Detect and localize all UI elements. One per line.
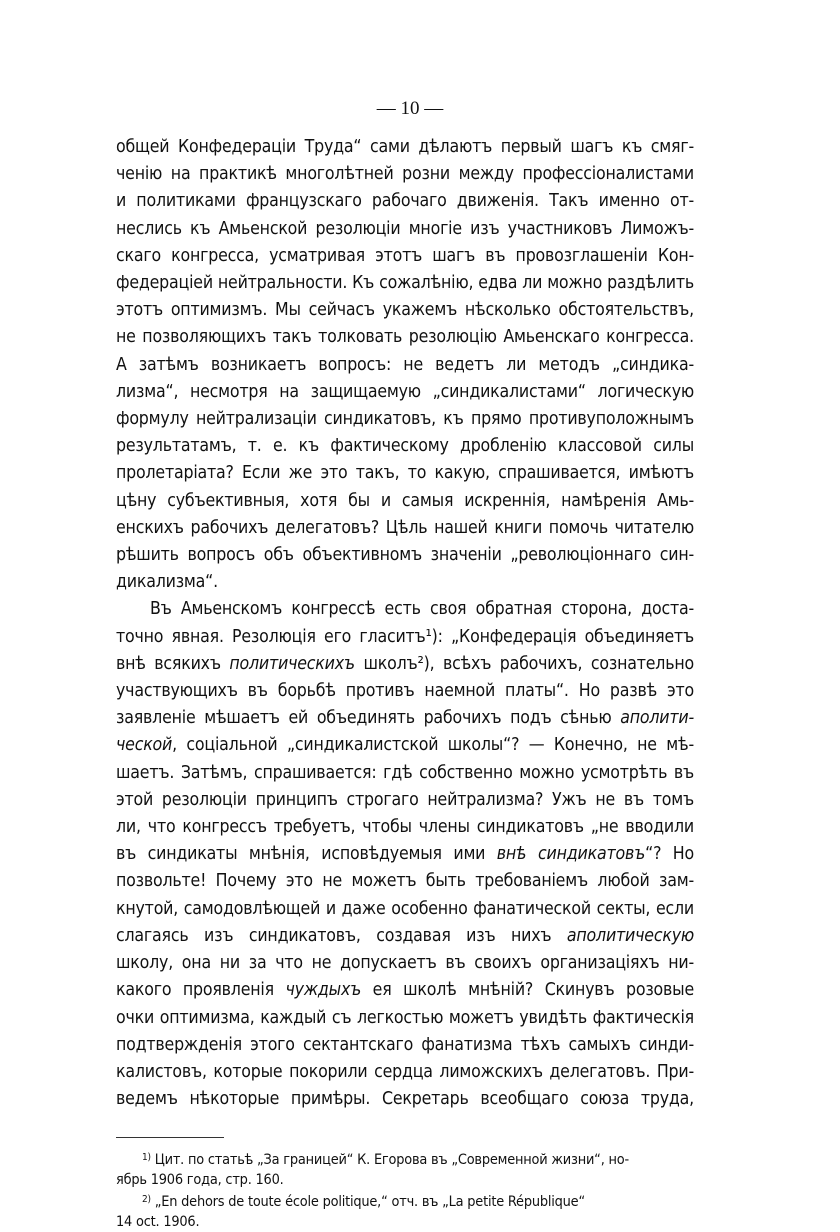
text-line: этой резолюціи принципъ строгаго нейтрализма? Ужъ не въ томъ [116,789,694,810]
text-line: и политиками французскаго рабочаго движенія. Такъ именно от- [116,191,694,212]
text-run: “? Но [645,844,694,865]
book-page [116,94,694,1232]
text-line: кнутой, самодовлѣющей и даже особенно фанатической секты, если [116,898,694,919]
text-line: подтвержденія этого сектантскаго фанатизма тѣхъ самыхъ синди- [116,1034,694,1055]
text-line: ченію на практикѣ многолѣтней розни между профессіоналистами [116,164,694,185]
text-run: слагаясь изъ синдикатовъ, создавая изъ нихъ [116,925,567,946]
text-line: ведемъ нѣкоторые примѣры. Секретарь всеобщаго союза труда, [116,1089,694,1110]
text-run: „En dehors de toute école politique,“ отч. въ „La petite République“ [150,1194,585,1211]
text-line: калистовъ, которые покорили сердца лиможскихъ делегатовъ. При- [116,1061,694,1082]
text-line [116,732,694,759]
text-line: результатамъ, т. е. къ фактическому дробленію классовой силы [116,436,694,457]
text-line: формулу нейтрализаціи синдикатовъ, къ прямо противуположнымъ [116,409,694,430]
text-line: ли, что конгрессъ требуетъ, чтобы члены синдикатовъ „не вводили [116,817,694,838]
text-line: А затѣмъ возникаетъ вопросъ: не ведетъ ли методъ „синдика- [116,354,694,375]
text-line: неслись къ Амьенской резолюціи многіе изъ участниковъ Лиможъ- [116,218,694,239]
footnote-1-line-1 [116,1148,694,1171]
page-number: — 10 — [376,98,444,119]
text-line: пролетаріата? Если же это такъ, то какую, спрашивается, имѣютъ [116,463,694,484]
text-run: заявленіе мѣшаетъ ей объединять рабочихъ подъ сѣнью [116,708,621,729]
text-run: , соціальной „синдикалистской школы“? — Конечно, не мѣ- [172,735,694,756]
text-run: въ синдикаты мнѣнія, исповѣдуемыя ими [116,844,497,865]
italic-term: аполити- [620,708,694,729]
text-line: участвующихъ въ борьбѣ противъ наемной платы“. Но развѣ это [116,681,694,702]
text-line: точно явная. Резолюція его гласитъ¹): „Конфедерація объединяетъ [116,626,694,647]
text-line [116,977,694,1004]
text-run: школъ²), всѣхъ рабочихъ, сознательно [354,653,694,674]
italic-term: аполитическую [566,925,694,946]
italic-term: внѣ синдикатовъ [496,844,646,865]
text-line: лизма“, несмотря на защищаемую „синдикалистами“ логическую [116,381,694,402]
text-line [116,923,694,950]
text-run: ея школѣ мнѣній? Скинувъ розовые [361,980,695,1001]
text-line: этотъ оптимизмъ. Мы сейчасъ укажемъ нѣсколько обстоятельствъ, [116,300,694,321]
text-line: шаетъ. Затѣмъ, спрашивается: гдѣ собственно можно усмотрѣть въ [116,762,694,783]
text-run: внѣ всякихъ [116,653,230,674]
main-text [116,134,694,1113]
text-line: позвольте! Почему это не можетъ быть требованіемъ любой зам- [116,871,694,892]
text-line: енскихъ рабочихъ делегатовъ? Цѣль нашей книги помочь читателю [116,517,694,538]
text-line: очки оптимизма, каждый съ легкостью можетъ увидѣть фактическія [116,1007,694,1028]
text-line [116,841,694,868]
italic-term: политическихъ [229,653,355,674]
text-line: цѣну субъективныя, хотя бы и самыя искреннія, намѣренія Амь- [116,490,694,511]
footnote-2-line-1 [116,1190,694,1213]
text-run: Цит. по статьѣ „За границей“ К. Егорова въ „Современной жизни“, но- [150,1152,629,1169]
footnote-2-line-2: 14 oct. 1906. [116,1213,200,1230]
footnotes [116,1148,694,1232]
italic-term: чуждыхъ [285,980,362,1001]
text-line: общей Конфедераціи Труда“ сами дѣлаютъ первый шагъ къ смяг- [116,137,694,157]
text-line: скаго конгресса, усматривая этотъ шагъ въ провозглашеніи Кон- [116,245,694,266]
text-line [116,651,694,678]
text-line: Въ Амьенскомъ конгрессѣ есть своя обратная сторона, доста- [150,599,694,620]
text-line: школу, она ни за что не допускаетъ въ своихъ организаціяхъ ни- [116,953,694,974]
footnote-2-mark: 2) [142,1194,151,1206]
text-line: не позволяющихъ такъ толковать резолюцію Амьенскаго конгресса. [116,327,694,348]
footnote-1-line-2: ябрь 1906 года, стр. 160. [116,1171,284,1188]
text-line [116,705,694,732]
italic-term: ческой [116,735,173,756]
text-line: дикализма“. [116,572,218,593]
text-line: федераціей нейтральности. Къ сожалѣнію, едва ли можно раздѣлить [116,273,694,294]
text-run: какого проявленія [116,980,286,1001]
footnote-1-mark: 1) [142,1152,151,1164]
footnote-divider [116,1137,224,1138]
text-line: рѣшить вопросъ объ объективномъ значеніи „революціоннаго син- [116,545,694,566]
